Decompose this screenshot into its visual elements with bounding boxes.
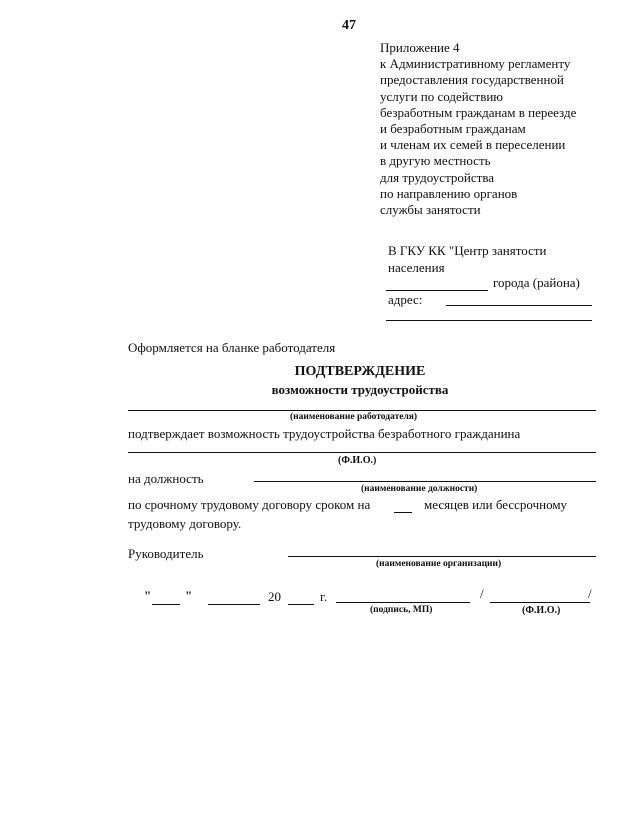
addressee-line-2: населения: [388, 260, 445, 275]
position-caption: (наименование должности): [361, 484, 478, 494]
city-blank-line: [386, 290, 488, 291]
address-label: адрес:: [388, 292, 423, 307]
day-blank-line: [152, 604, 180, 605]
appendix-line: и членам их семей в переселении: [380, 137, 566, 153]
appendix-line: и безработным гражданам: [380, 121, 526, 137]
page-number: 47: [342, 18, 356, 33]
appendix-line: для трудоустройства: [380, 169, 495, 185]
letterhead-note: Оформляется на бланке работодателя: [128, 340, 336, 355]
organization-blank-line: [288, 556, 596, 557]
appendix-block: [380, 40, 576, 218]
fio-signature-blank-line: [490, 602, 590, 603]
slash-1: /: [480, 586, 484, 601]
year-blank-line: [288, 604, 314, 605]
appendix-line: службы занятости: [380, 202, 481, 218]
confirms-text: подтверждает возможность трудоустройства безработного гражданина: [128, 426, 521, 441]
appendix-line: предоставления государственной: [380, 72, 564, 88]
contract-text-part2: месяцев или бессрочному: [424, 497, 568, 512]
document-subtitle: возможности трудоустройства: [271, 382, 449, 397]
organization-caption: (наименование организации): [376, 559, 502, 569]
appendix-line: к Административному регламенту: [380, 56, 571, 72]
appendix-line: безработным гражданам в переезде: [380, 104, 577, 120]
slash-2: /: [588, 586, 592, 601]
address-blank-line-2: [386, 320, 592, 321]
date-quote-close: ": [185, 588, 193, 603]
fio-signature-caption: (Ф.И.О.): [522, 605, 561, 616]
appendix-line: Приложение 4: [380, 40, 460, 55]
document-title: ПОДТВЕРЖДЕНИЕ: [294, 364, 426, 379]
appendix-line: услуги по содействию: [380, 88, 503, 104]
address-blank-line: [446, 305, 592, 306]
employer-caption: (наименование работодателя): [290, 412, 418, 422]
addressee-line-1: В ГКУ КК "Центр занятости: [388, 243, 547, 258]
date-quote-open: ": [144, 588, 152, 603]
year-prefix: 20: [268, 589, 281, 604]
contract-text-part1: по срочному трудовому договору сроком на: [128, 497, 371, 512]
employer-blank-line: [128, 410, 596, 411]
head-label: Руководитель: [128, 546, 204, 561]
year-suffix: г.: [320, 589, 328, 604]
appendix-line: в другую местность: [380, 153, 491, 169]
position-blank-line: [254, 481, 596, 482]
signature-caption: (подпись, МП): [370, 605, 433, 615]
appendix-line: по направлению органов: [380, 185, 518, 201]
contract-text-line2: трудовому договору.: [128, 516, 242, 531]
position-label: на должность: [128, 471, 204, 486]
signature-blank-line: [336, 602, 470, 603]
month-blank-line: [208, 604, 260, 605]
months-blank-line: [394, 512, 412, 513]
addressee-city: города (района): [493, 275, 580, 290]
fio-caption: (Ф.И.О.): [338, 455, 377, 466]
fio-blank-line: [128, 452, 596, 453]
